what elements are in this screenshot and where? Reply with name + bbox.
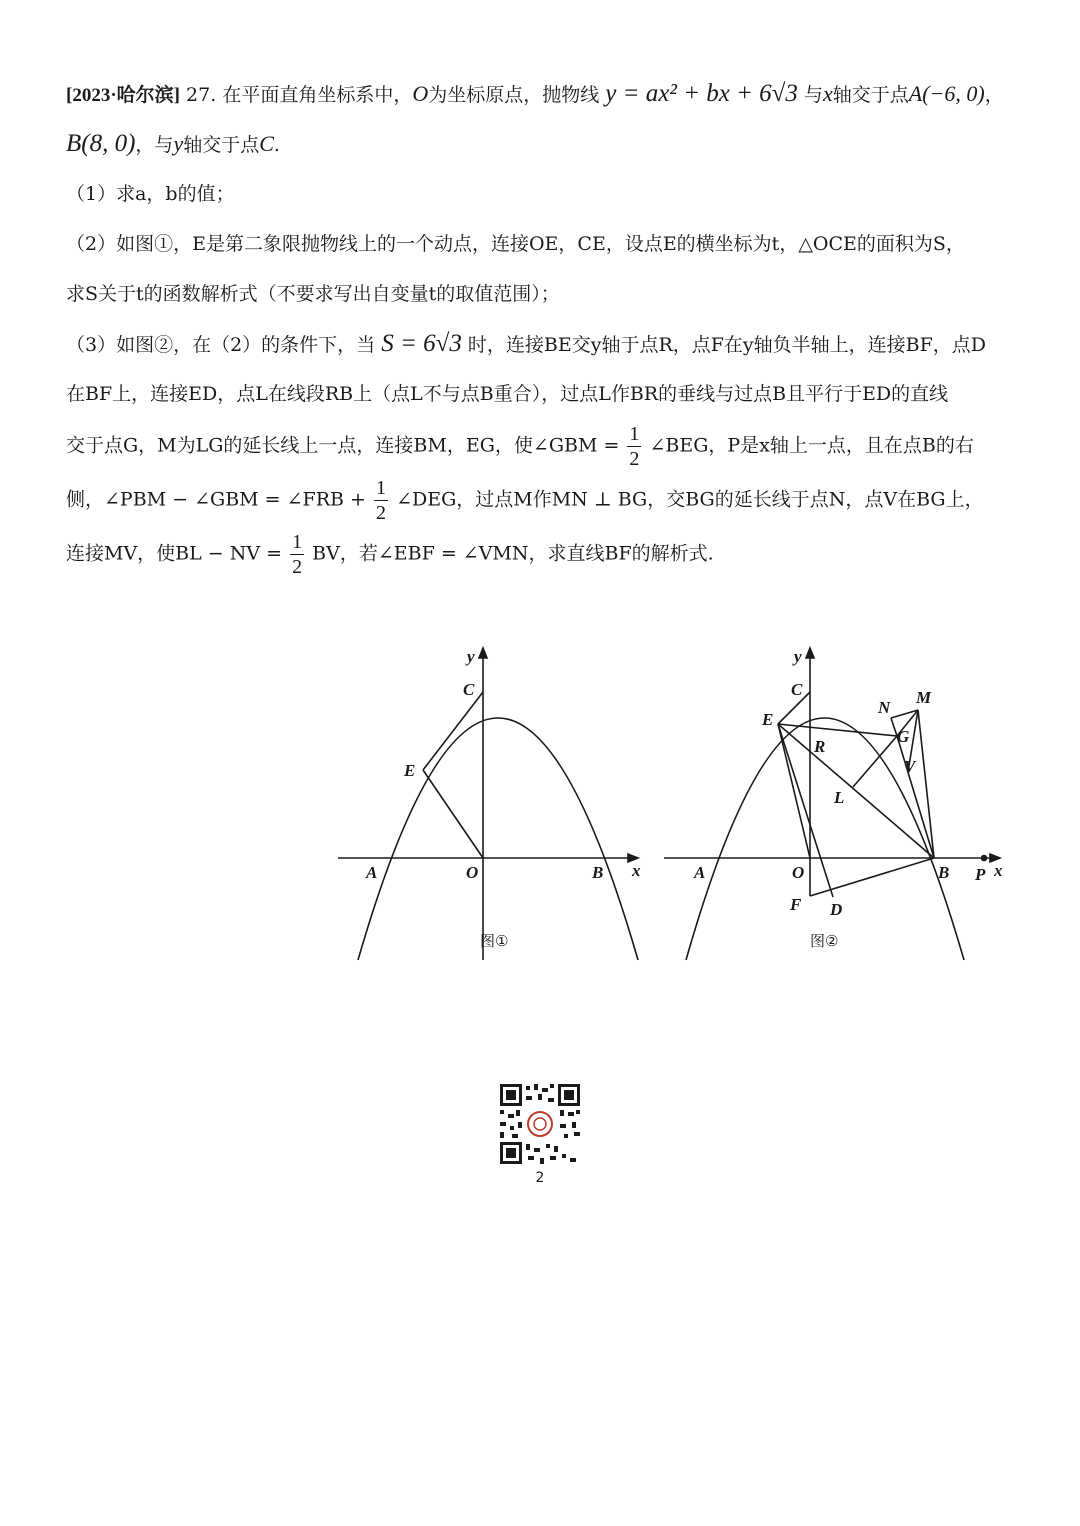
- figure-1: [338, 648, 638, 960]
- text: 与: [803, 84, 823, 106]
- text: ，与: [135, 134, 174, 156]
- point-B-coord: B(8, 0): [66, 130, 136, 157]
- label-B: B: [592, 863, 604, 882]
- label-x: x: [994, 861, 1003, 880]
- text: （3）如图②，在（2）的条件下，当: [66, 334, 376, 356]
- S-equation: S = 6√3: [381, 330, 462, 357]
- parabola-equation: y = ax² + bx + 6√3: [605, 80, 798, 107]
- label-G: G: [897, 727, 910, 746]
- text: 轴交于点: [832, 84, 909, 106]
- math-O: O: [412, 81, 429, 106]
- y-axis-arrow: [806, 648, 814, 658]
- label-y: y: [794, 647, 802, 666]
- text: BV，若∠EBF = ∠VMN，求直线BF的解析式.: [312, 542, 714, 565]
- label-L: L: [834, 788, 845, 807]
- part-1: （1）求a，b的值；: [66, 183, 235, 205]
- label-V: V: [904, 757, 916, 776]
- text: ，: [984, 84, 1004, 106]
- math-x: x: [822, 81, 833, 106]
- figure-2-caption: 图②: [810, 932, 839, 950]
- label-M: M: [916, 688, 932, 707]
- label-y: y: [467, 647, 475, 666]
- text: 连接MV，使BL − NV =: [66, 542, 283, 565]
- text: 为坐标原点，抛物线: [428, 84, 600, 106]
- label-O: O: [466, 863, 479, 882]
- point-P: [982, 856, 987, 861]
- label-P: P: [975, 865, 986, 884]
- problem-number: 27.: [186, 84, 217, 106]
- math-C: C: [259, 131, 274, 156]
- text: .: [273, 134, 280, 156]
- point-A-coord: A(−6, 0): [908, 81, 985, 106]
- segment-OE: [423, 770, 483, 858]
- text: 侧，∠PBM − ∠GBM = ∠FRB +: [66, 488, 366, 511]
- label-D: D: [830, 900, 843, 919]
- fraction-half: $\frac{1}{2}$: [629, 423, 640, 470]
- text: ∠DEG，过点M作MN ⊥ BG，交BG的延长线于点N，点V在BG上，: [396, 488, 984, 511]
- page-number: 2: [535, 1170, 545, 1186]
- segment-EB: [778, 724, 934, 858]
- segment-BG: [897, 736, 934, 858]
- label-N: N: [878, 698, 891, 717]
- label-R: R: [814, 737, 826, 756]
- label-E: E: [404, 761, 416, 780]
- segment-FB: [810, 858, 934, 896]
- label-A: A: [694, 863, 706, 882]
- segment-MB: [918, 710, 934, 858]
- label-O: O: [792, 863, 805, 882]
- parabola: [358, 718, 638, 960]
- label-C: C: [791, 680, 803, 699]
- figure-1-caption: 图①: [480, 932, 509, 950]
- label-F: F: [790, 895, 802, 914]
- label-A: A: [366, 863, 378, 882]
- segment-EG: [778, 724, 897, 736]
- text: 时，连接BE交y轴于点R，点F在y轴负半轴上，连接BF，点D: [467, 334, 987, 356]
- y-axis-arrow: [479, 648, 487, 658]
- fraction-half: $\frac{1}{2}$: [376, 477, 387, 524]
- segment-LG: [853, 736, 897, 787]
- label-B: B: [938, 863, 950, 882]
- text: ∠BEG，P是x轴上一点，且在点B的右: [649, 434, 974, 457]
- label-x: x: [632, 861, 641, 880]
- math-y: y: [173, 131, 184, 156]
- qr-code-icon: [498, 1082, 582, 1166]
- part-3-line-2: 在BF上，连接ED，点L在线段RB上（点L不与点B重合），过点L作BR的垂线与过点B且平行于ED的直线: [66, 383, 949, 405]
- label-C: C: [463, 680, 475, 699]
- segment-CE: [423, 692, 483, 770]
- part-2-line-2: 求S关于t的函数解析式（不要求写出自变量t的取值范围）；: [66, 283, 560, 305]
- segment-EO: [778, 724, 810, 858]
- label-E: E: [762, 710, 774, 729]
- problem-source: [2023·哈尔滨]: [66, 85, 180, 106]
- part-2-line-1: （2）如图①，E是第二象限抛物线上的一个动点，连接OE，CE，设点E的横坐标为t，△OCE的面积为S，: [66, 233, 965, 255]
- fraction-half: $\frac{1}{2}$: [292, 531, 303, 578]
- text: 交于点G，M为LG的延长线上一点，连接BM，EG，使∠GBM =: [66, 434, 620, 457]
- text: 在平面直角坐标系中，: [222, 84, 413, 106]
- text: 轴交于点: [183, 134, 260, 156]
